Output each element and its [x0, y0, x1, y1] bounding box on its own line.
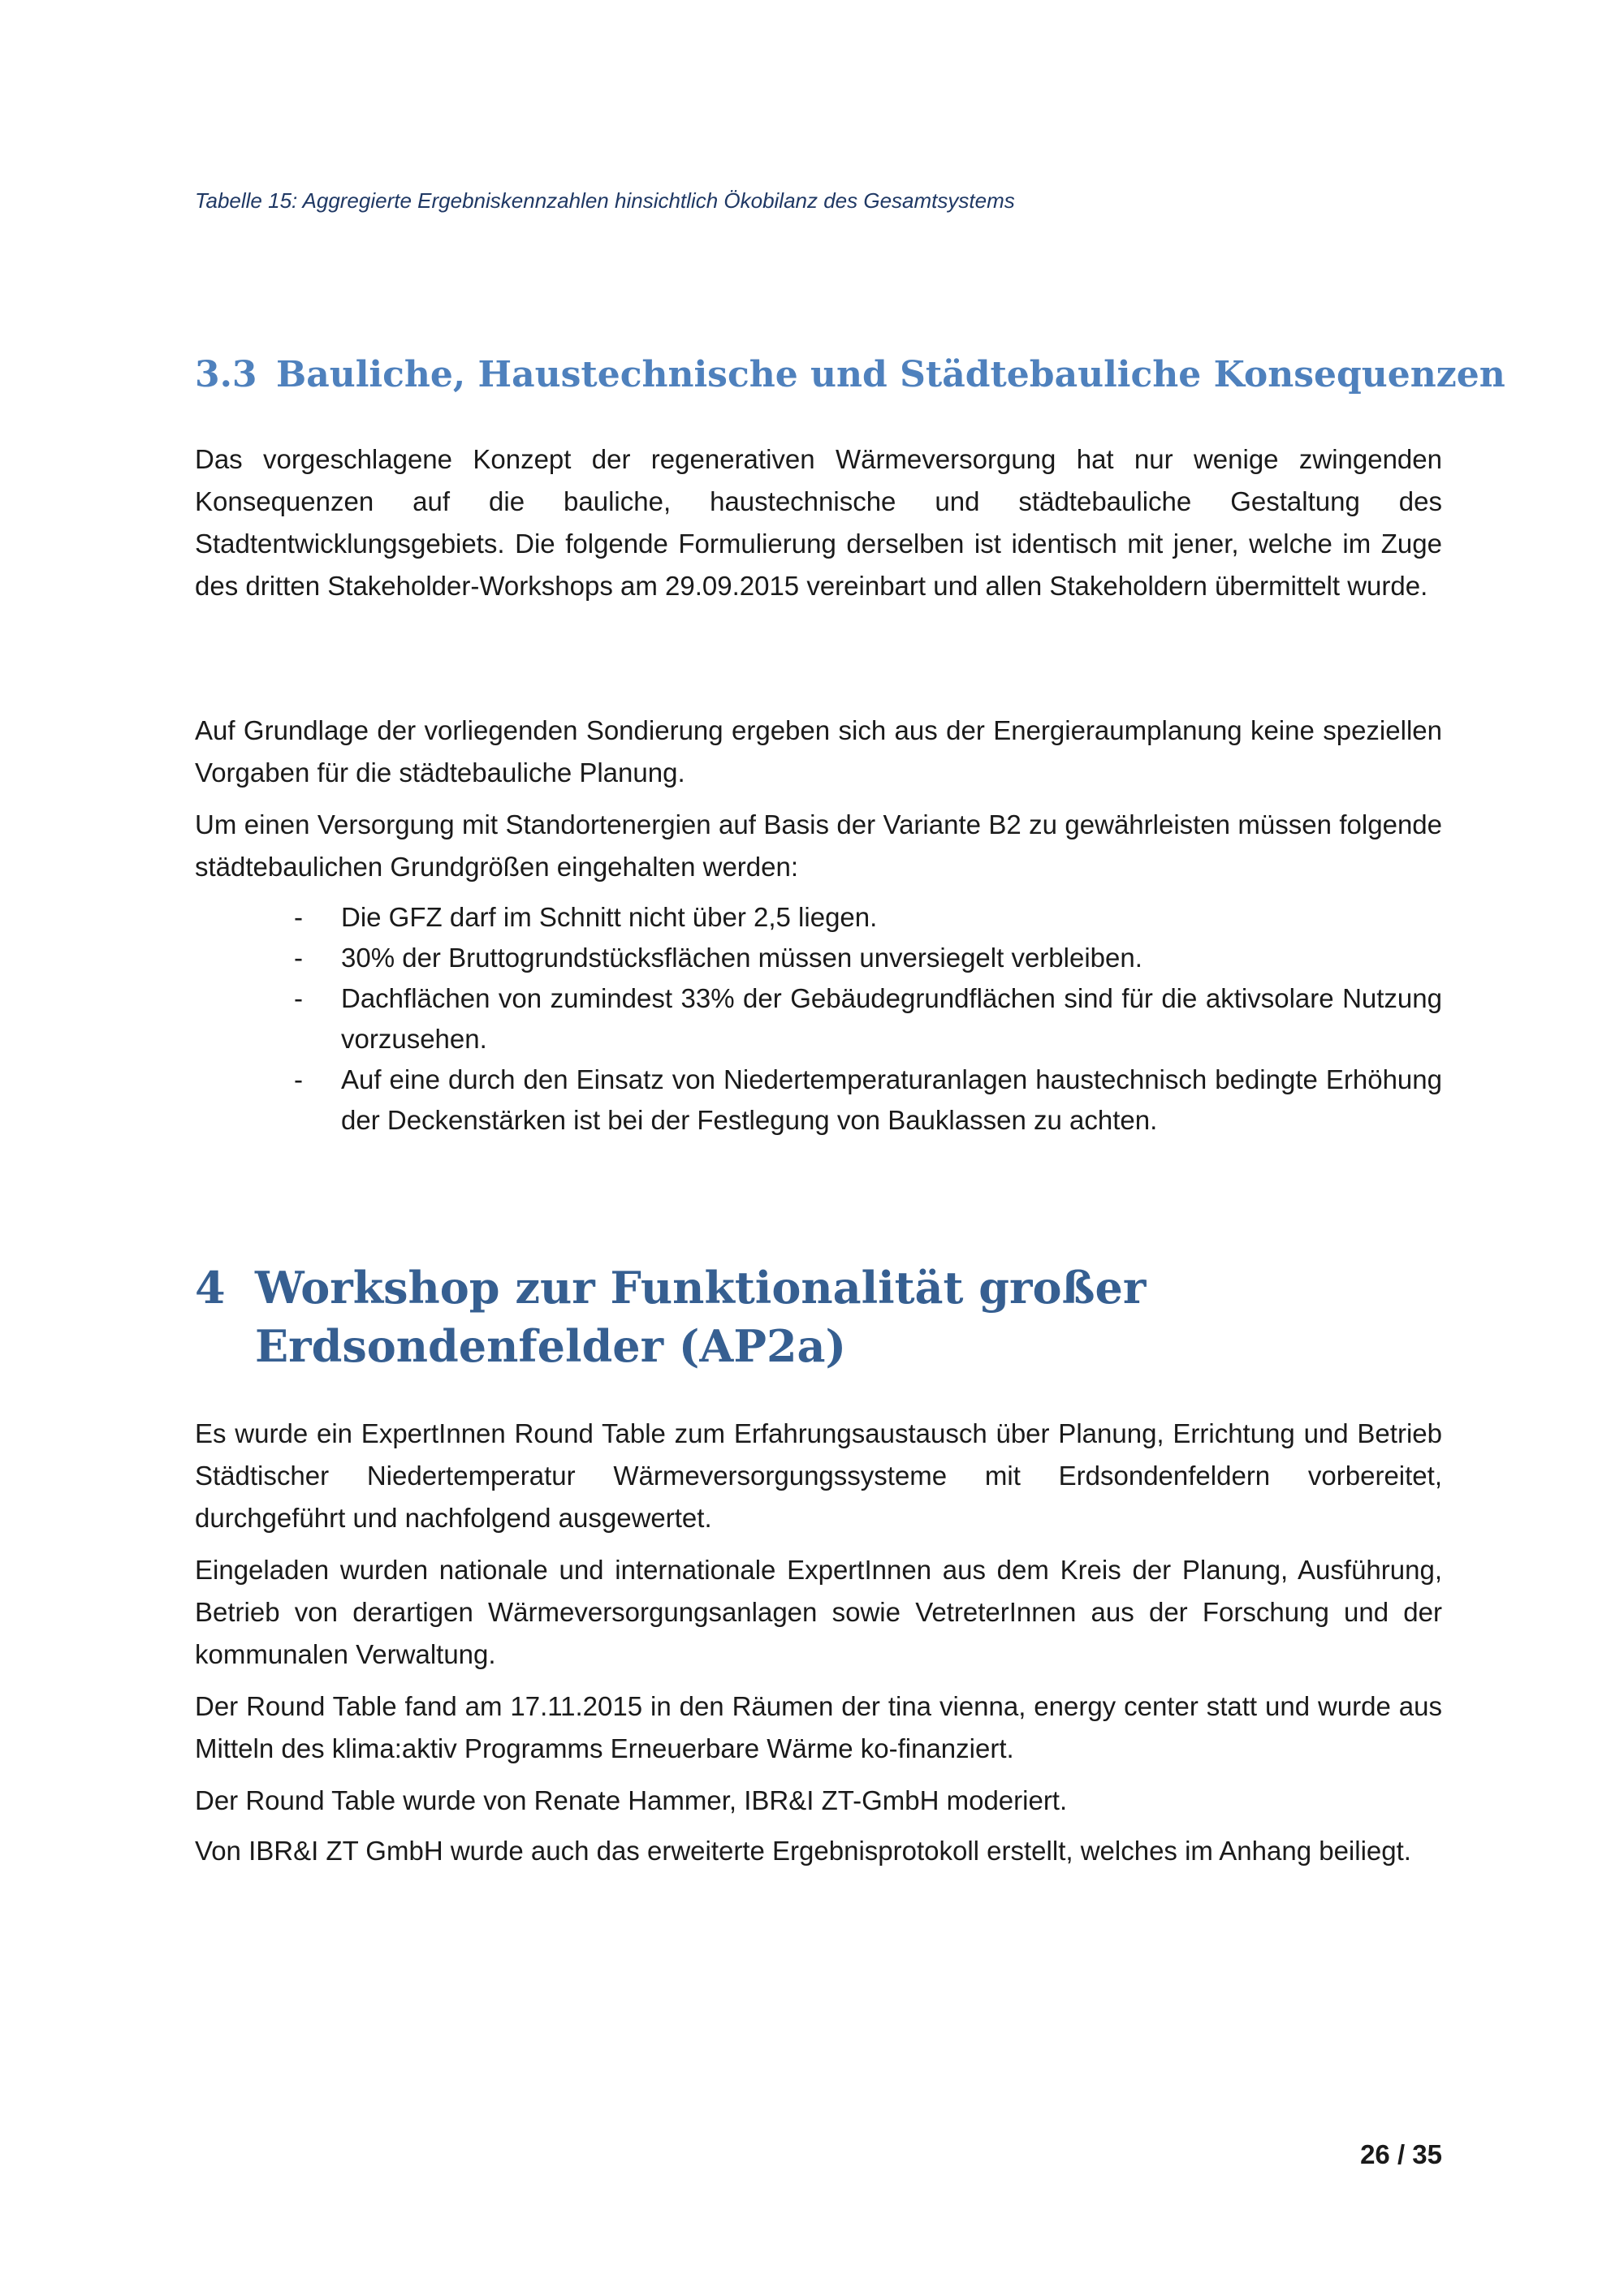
list-item-text: Die GFZ darf im Schnitt nicht über 2,5 liegen.: [341, 902, 878, 932]
list-item: [195, 938, 1442, 978]
section-4-heading: [195, 1258, 1442, 1375]
section-3-3-heading: [195, 354, 1505, 395]
document-page: [195, 0, 1505, 2296]
section-3-3-paragraph-2: Auf Grundlage der vorliegenden Sondierung ergeben sich aus der Energieraumplanung keine speziellen Vorgaben für die städtebauliche Planung.: [195, 715, 1442, 788]
section-4-paragraph-1: Es wurde ein ExpertInnen Round Table zum Erfahrungsaustausch über Planung, Errichtung und Betrieb Städtischer Niedertemperatur Wärmeversorgungssysteme mit Erdsondenfeldern vorbereitet, durchgeführt und nachfolgend ausgewertet.: [195, 1418, 1442, 1533]
list-dash: -: [294, 1064, 303, 1094]
list-dash: -: [294, 943, 303, 973]
page-number: 26 / 35: [1360, 2139, 1442, 2169]
list-item-text: Auf eine durch den Einsatz von Niedertemperaturanlagen haustechnisch bedingte Erhöhung der Deckenstärken ist bei der Festlegung von Bauklassen zu achten.: [341, 1064, 1442, 1135]
list-dash: -: [294, 983, 303, 1013]
list-item-text: Dachflächen von zumindest 33% der Gebäudegrundflächen sind für die aktivsolare Nutzung vorzusehen.: [341, 983, 1442, 1054]
section-3-3-paragraph-1: Das vorgeschlagene Konzept der regenerativen Wärmeversorgung hat nur wenige zwingenden Konsequenzen auf die bauliche, haustechnische und städtebauliche Gestaltung des Stadtentwicklungsgebiets. Die folgende Formulierung derselben ist identisch mit jener, welche im Zuge des dritten Stakeholder-Workshops am 29.09.2015 vereinbart und allen Stakeholdern übermittelt wurde.: [195, 444, 1442, 601]
section-4-paragraph-2: Eingeladen wurden nationale und internationale ExpertInnen aus dem Kreis der Planung, Ausführung, Betrieb von derartigen Wärmeversorgungsanlagen sowie VetreterInnen aus der Forschung und der kommunalen Verwaltung.: [195, 1555, 1442, 1669]
list-dash: -: [294, 902, 303, 932]
list-item: [195, 1060, 1442, 1141]
section-3-3-title: Bauliche, Haustechnische und Städtebauliche Konsequenzen: [276, 354, 1505, 395]
section-4-number: 4: [195, 1262, 226, 1314]
requirements-list: [195, 897, 1442, 1141]
list-item: [195, 978, 1442, 1060]
section-4-paragraph-3: Der Round Table fand am 17.11.2015 in den Räumen der tina vienna, energy center statt und wurde aus Mitteln des klima:aktiv Programms Erneuerbare Wärme ko-finanziert.: [195, 1691, 1442, 1763]
section-3-3-paragraph-3: Um einen Versorgung mit Standortenergien auf Basis der Variante B2 zu gewährleisten müssen folgende städtebaulichen Grundgrößen eingehalten werden:: [195, 809, 1442, 882]
section-4-paragraph-4: Der Round Table wurde von Renate Hammer, IBR&I ZT-GmbH moderiert.: [195, 1785, 1068, 1815]
list-item-text: 30% der Bruttogrundstücksflächen müssen unversiegelt verbleiben.: [341, 943, 1142, 973]
list-item: [195, 897, 1442, 938]
section-4-paragraph-5: Von IBR&I ZT GmbH wurde auch das erweiterte Ergebnisprotokoll erstellt, welches im Anhang beiliegt.: [195, 1836, 1411, 1866]
section-4-title: Workshop zur Funktionalität großer Erdsondenfelder (AP2a): [255, 1262, 1147, 1372]
section-3-3-number: 3.3: [195, 354, 257, 395]
table-caption: Tabelle 15: Aggregierte Ergebniskennzahlen hinsichtlich Ökobilanz des Gesamtsystems: [195, 188, 1015, 213]
